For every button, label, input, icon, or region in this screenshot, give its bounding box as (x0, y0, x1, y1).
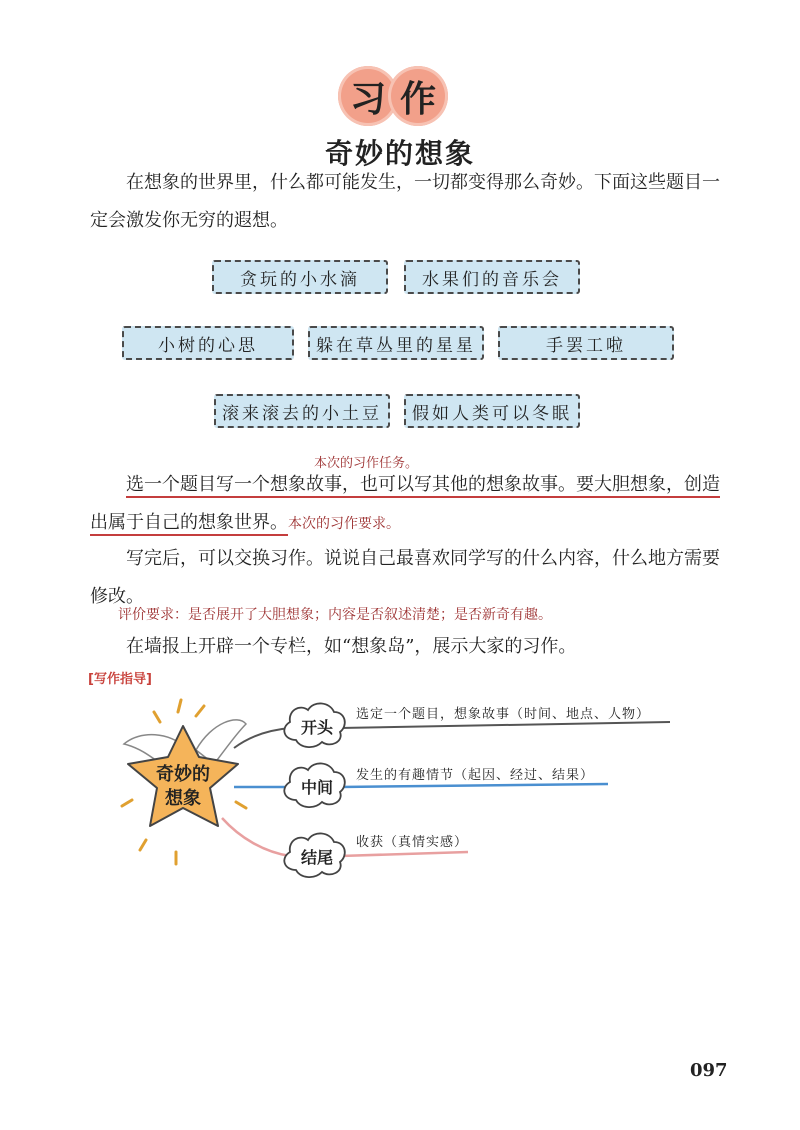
branch-line-start-extension (340, 722, 670, 728)
branch-line-end-extension (340, 852, 468, 856)
topic-box: 躲在草丛里的星星 (308, 326, 484, 360)
branch-line-middle-extension (340, 784, 608, 787)
page-title: 奇妙的想象 (324, 137, 475, 170)
topic-box: 滚来滚去的小土豆 (214, 394, 390, 428)
requirement-sentence: 要大胆想象，创造出属于自己的想象世界。 (90, 474, 720, 536)
badge-char-2: 作 (388, 66, 448, 126)
topic-box: 假如人类可以冬眠 (404, 394, 580, 428)
topic-box: 水果们的音乐会 (404, 260, 580, 294)
cloud-middle (284, 763, 344, 807)
branch-text-start: 选定一个题目，想象故事（时间、地点、人物） (356, 707, 651, 722)
requirement-annotation: 本次的习作要求。 (288, 516, 400, 532)
badge-char-1: 习 (338, 66, 398, 126)
writing-guide-label: [写作指导] (88, 672, 152, 687)
branch-text-middle: 发生的有趣情节（起因、经过、结果） (356, 768, 595, 783)
branch-label-end: 结尾 (300, 848, 334, 867)
cloud-end (284, 833, 344, 877)
exchange-paragraph: 写完后，可以交换习作。说说自己最喜欢同学写的什么内容，什么地方需要修改。 (90, 548, 720, 607)
task-annotation: 本次的习作任务。 (314, 456, 419, 471)
branch-line-start (234, 728, 290, 748)
center-label-line1: 奇妙的 (156, 764, 210, 785)
branch-label-start: 开头 (300, 718, 334, 737)
display-paragraph: 在墙报上开辟一个专栏，如“想象岛”，展示大家的习作。 (126, 636, 577, 657)
branch-line-end (222, 818, 290, 856)
intro-paragraph: 在想象的世界里，什么都可能发生，一切都变得那么奇妙。下面这些题目一定会激发你无穷的遐想。 (90, 172, 720, 231)
evaluation-annotation: 评价要求：是否展开了大胆想象；内容是否叙述清楚；是否新奇有趣。 (118, 607, 552, 623)
branch-label-middle: 中间 (300, 778, 334, 797)
center-label-line2: 想象 (165, 788, 201, 809)
task-sentence: 选一个题目写一个想象故事，也可以写其他的想象故事。 (126, 474, 576, 498)
page-number: 097 (690, 1060, 728, 1081)
branch-text-end: 收获（真情实感） (356, 835, 469, 850)
topic-box: 手罢工啦 (498, 326, 674, 360)
topic-box: 小树的心思 (122, 326, 294, 360)
topic-box: 贪玩的小水滴 (212, 260, 388, 294)
cloud-start (284, 703, 344, 747)
